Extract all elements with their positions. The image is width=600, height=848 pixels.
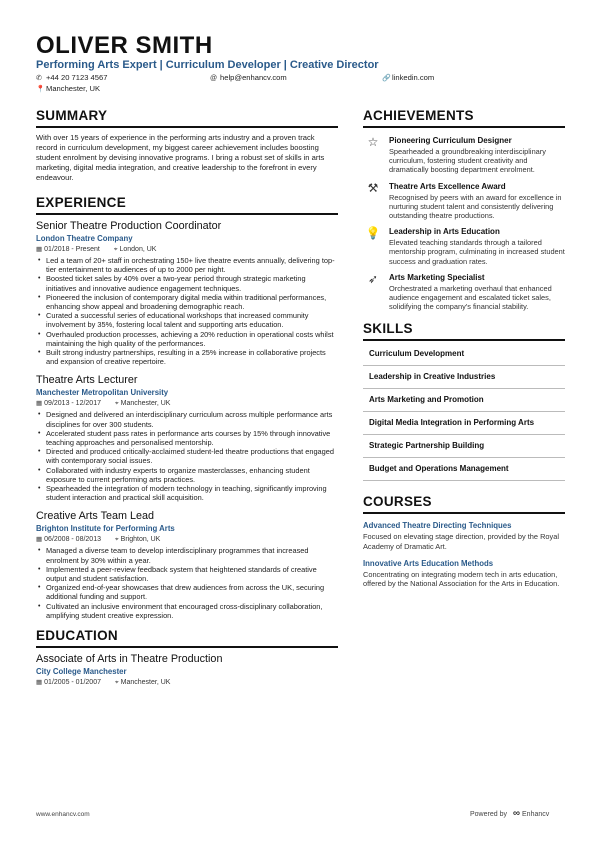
course-desc: Concentrating on integrating modern tech in arts education, offered by the National Association for the Arts in Education. <box>363 569 560 589</box>
job-title: Creative Arts Team Lead <box>36 510 155 523</box>
achievement-item <box>363 136 565 175</box>
course-desc: Focused on elevating stage direction, provided by the Royal Academy of Dramatic Art. <box>363 532 559 551</box>
bullet-item: • Implemented a peer-review feedback system that heightened standards of creative output and student satisfaction. <box>36 565 338 583</box>
skills-heading: SKILLS <box>363 321 565 341</box>
job-dates: 06/2008 - 08/2013 <box>44 536 101 544</box>
bullet-item: • Boosted ticket sales by 40% over a two-year period through strategic marketing initiatives and innovative audience engagement techniques. <box>36 274 338 292</box>
job-location: Manchester, UK <box>120 400 171 408</box>
rocket-icon: ➶ <box>367 271 379 286</box>
job-company: London Theatre Company <box>36 234 133 243</box>
linkedin-contact[interactable] <box>382 73 434 82</box>
calendar-icon: ▦ <box>36 536 43 544</box>
candidate-headline: Performing Arts Expert | Curriculum Developer | Creative Director <box>36 59 379 71</box>
job-company: Brighton Institute for Performing Arts <box>36 524 175 534</box>
achievement-title: Pioneering Curriculum Designer <box>389 136 512 145</box>
course-title: Innovative Arts Education Methods <box>363 558 494 568</box>
at-icon: @ <box>210 75 218 82</box>
job-bullets <box>36 410 338 502</box>
summary-text: With over 15 years of experience in the performing arts industry and a proven track record in curriculum development, my biggest career achievement includes boosting student enrolment by devising innovative programs. I bring a robust set of skills in arts marketing, digital media integration, and creative leadership to the forefront in every endeavour. <box>36 133 325 182</box>
experience-item <box>36 510 338 620</box>
left-column <box>36 108 338 695</box>
email-contact[interactable] <box>210 73 287 82</box>
education-heading: EDUCATION <box>36 628 338 648</box>
course-item <box>363 559 565 588</box>
email-text[interactable]: help@enhancv.com <box>220 73 287 82</box>
bullet-item: • Designed and delivered an interdisciplinary curriculum across multiple performance arts disciplines for over 300 students. <box>36 410 338 428</box>
skill-item: Digital Media Integration in Performing Arts <box>363 412 565 435</box>
location-contact <box>36 84 100 93</box>
education-school: City College Manchester <box>36 667 127 677</box>
achievement-title: Leadership in Arts Education <box>389 227 500 237</box>
bullet-item: • Managed a diverse team to develop interdisciplinary programmes that increased enrolment by 30% within a year. <box>36 546 338 564</box>
location-pin-icon: ⌖ <box>114 400 119 408</box>
bullet-item: • Accelerated student pass rates in performance arts courses by 15% through innovative teaching approaches and personalised mentorship. <box>36 429 338 447</box>
bullet-item: • Overhauled production processes, achieving a 20% reduction in operational costs whilst maintaining the high quality of the performances. <box>36 330 338 348</box>
bullet-item: • Spearheaded the integration of modern technology in teaching, significantly improving student interaction and practical skill acquisition. <box>36 484 338 502</box>
courses-heading: COURSES <box>363 494 565 514</box>
education-location: Manchester, UK <box>120 679 171 687</box>
achievement-desc: Recognised by peers with an award for excellence in nurturing student talent and consistently delivering outstanding theatre productions. <box>389 192 562 221</box>
summary-heading: SUMMARY <box>36 108 338 128</box>
bullet-item: • Led a team of 20+ staff in orchestrating 150+ live theatre events annually, delivering top-tier entertainment to audiences of up to 2000 per night. <box>36 256 338 274</box>
brand-text: Enhancv <box>522 811 550 818</box>
bullet-item: • Cultivated an inclusive environment that encouraged cross-disciplinary collaboration, amplifying student creative expression. <box>36 602 338 620</box>
location-pin-icon: ⌖ <box>113 246 118 253</box>
phone-contact <box>36 73 107 82</box>
link-icon: 🔗 <box>382 75 391 82</box>
job-location: London, UK <box>119 246 157 253</box>
bullet-item: • Curated a successful series of educational workshops that increased community involvement by 35%, fostering local talent and supporting arts education. <box>36 311 338 329</box>
gavel-icon: ⚒ <box>367 180 379 195</box>
phone-icon: ✆ <box>36 75 42 82</box>
calendar-icon: ▦ <box>36 400 43 408</box>
achievement-desc: Orchestrated a marketing overhaul that enhanced audience engagement and escalated ticket sales, solidifying the company's financial stability. <box>389 283 552 312</box>
achievement-title: Arts Marketing Specialist <box>389 272 485 282</box>
experience-item <box>36 374 338 502</box>
education-dates: 01/2005 - 01/2007 <box>44 679 101 687</box>
job-meta <box>36 399 338 408</box>
experience-heading: EXPERIENCE <box>36 195 338 215</box>
bullet-item: • Built strong industry partnerships, resulting in a 25% increase in collaborative projects and expansion of creative repertoire. <box>36 348 338 366</box>
skill-item: Leadership in Creative Industries <box>363 366 565 389</box>
bullet-item: • Collaborated with industry experts to organize masterclasses, enhancing student exposure to current performing arts practices. <box>36 466 338 484</box>
calendar-icon: ▦ <box>36 679 43 687</box>
star-icon: ☆ <box>367 135 379 149</box>
linkedin-text[interactable]: linkedin.com <box>392 73 435 82</box>
enhancv-logo-icon: ∞ <box>512 808 521 819</box>
powered-by-text: Powered by <box>470 811 507 818</box>
footer-powered <box>470 808 549 819</box>
achievement-title: Theatre Arts Excellence Award <box>389 181 506 191</box>
job-bullets <box>36 546 338 620</box>
achievement-item <box>363 273 565 312</box>
job-dates: 01/2018 - Present <box>44 246 100 253</box>
location-text: Manchester, UK <box>46 84 101 93</box>
skill-item: Budget and Operations Management <box>363 458 565 481</box>
calendar-icon: ▦ <box>36 246 43 253</box>
skills-list <box>363 343 565 481</box>
skill-item: Curriculum Development <box>363 343 565 366</box>
location-pin-icon: ⌖ <box>114 679 119 687</box>
footer-site[interactable]: www.enhancv.com <box>36 811 90 818</box>
lightbulb-icon: 💡 <box>365 226 381 241</box>
achievement-desc: Spearheaded a groundbreaking interdisciplinary curriculum, fostering student creativity and dramatically boosting department enrolment. <box>389 147 546 175</box>
achievement-desc: Elevated teaching standards through a tailored mentorship program, culminating in increased student success and graduation rates. <box>389 238 565 266</box>
course-title: Advanced Theatre Directing Techniques <box>363 521 512 531</box>
experience-item <box>36 220 338 366</box>
job-title: Theatre Arts Lecturer <box>36 374 138 387</box>
job-bullets <box>36 256 338 366</box>
education-meta <box>36 678 338 687</box>
location-pin-icon: ⌖ <box>114 536 119 544</box>
bullet-item: • Pioneered the inclusion of contemporary digital media within traditional performances, enhancing show appeal and broadening demographic reach. <box>36 293 338 311</box>
achievement-item <box>363 227 565 266</box>
job-meta <box>36 245 338 254</box>
job-title: Senior Theatre Production Coordinator <box>36 220 222 232</box>
bullet-item: • Organized end-of-year showcases that drew audiences from across the UK, securing additional funding and support. <box>36 583 338 601</box>
education-item <box>36 653 338 687</box>
achievements-heading: ACHIEVEMENTS <box>363 108 565 128</box>
candidate-name: OLIVER SMITH <box>36 32 213 59</box>
skill-item: Strategic Partnership Building <box>363 435 565 458</box>
skill-item: Arts Marketing and Promotion <box>363 389 565 412</box>
location-pin-icon: 📍 <box>36 86 45 93</box>
job-location: Brighton, UK <box>120 536 161 544</box>
job-meta <box>36 535 338 544</box>
education-degree: Associate of Arts in Theatre Production <box>36 653 223 666</box>
achievement-item <box>363 182 565 221</box>
course-item <box>363 521 565 550</box>
bullet-item: • Directed and produced critically-acclaimed student-led theatre productions that engaged with contemporary social issues. <box>36 447 338 465</box>
job-company: Manchester Metropolitan University <box>36 388 169 398</box>
job-dates: 09/2013 - 12/2017 <box>44 400 101 408</box>
right-column <box>363 108 565 596</box>
phone-text: +44 20 7123 4567 <box>46 73 108 82</box>
